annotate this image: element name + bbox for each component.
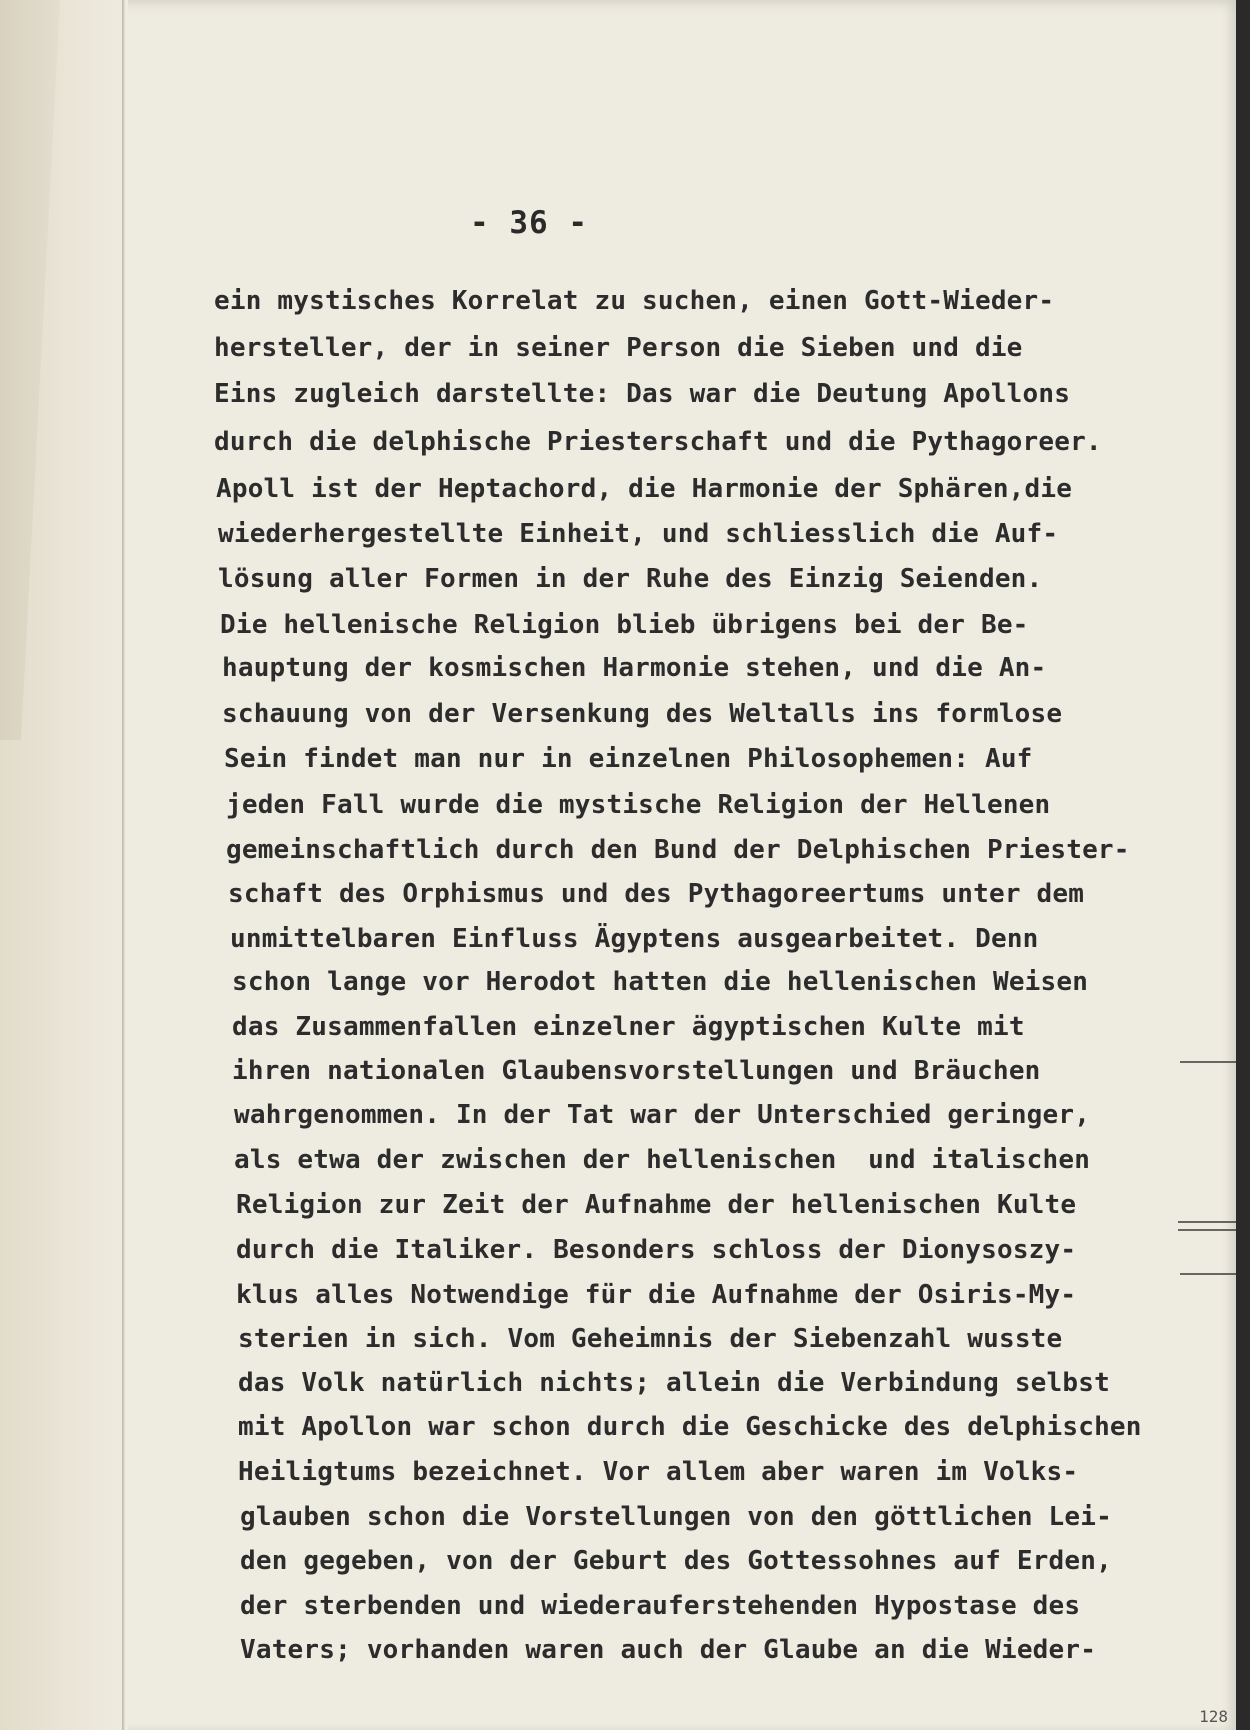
corner-note: 128 — [1199, 1707, 1228, 1726]
text-line: als etwa der zwischen der hellenischen und italischen — [234, 1145, 1091, 1175]
text-line: klus alles Notwendige für die Aufnahme der Osiris-My- — [236, 1280, 1077, 1310]
text-line: hauptung der kosmischen Harmonie stehen, und die An- — [222, 653, 1047, 683]
text-line: gemeinschaftlich durch den Bund der Delphischen Priester- — [226, 835, 1130, 865]
text-line: schaft des Orphismus und des Pythagoreertums unter dem — [228, 879, 1085, 909]
text-line: durch die delphische Priesterschaft und die Pythagoreer. — [214, 427, 1102, 457]
text-line: glauben schon die Vorstellungen von den göttlichen Lei- — [240, 1502, 1112, 1532]
edge-mark — [1178, 1229, 1236, 1231]
text-line: Religion zur Zeit der Aufnahme der hellenischen Kulte — [236, 1190, 1077, 1220]
text-line: durch die Italiker. Besonders schloss der Dionysoszy- — [236, 1235, 1077, 1265]
text-line: Heiligtums bezeichnet. Vor allem aber waren im Volks- — [238, 1457, 1079, 1487]
text-line: wahrgenommen. In der Tat war der Unterschied geringer, — [234, 1100, 1091, 1130]
text-line: sterien in sich. Vom Geheimnis der Siebenzahl wusste — [238, 1324, 1063, 1354]
text-line: hersteller, der in seiner Person die Sieben und die — [214, 333, 1023, 363]
text-line: wiederhergestellte Einheit, und schliesslich die Auf- — [218, 519, 1059, 549]
text-line: das Volk natürlich nichts; allein die Verbindung selbst — [238, 1368, 1110, 1398]
text-line: Apoll ist der Heptachord, die Harmonie der Sphären,die — [216, 474, 1073, 504]
text-line: der sterbenden und wiederauferstehenden Hypostase des — [240, 1591, 1081, 1621]
text-line: unmittelbaren Einfluss Ägyptens ausgearbeitet. Denn — [230, 924, 1039, 954]
text-line: ein mystisches Korrelat zu suchen, einen Gott-Wieder- — [214, 286, 1055, 316]
edge-mark — [1178, 1221, 1236, 1223]
edge-mark — [1180, 1273, 1236, 1275]
text-line: jeden Fall wurde die mystische Religion der Hellenen — [226, 790, 1051, 820]
text-line: Vaters; vorhanden waren auch der Glaube an die Wieder- — [240, 1635, 1097, 1665]
text-line: lösung aller Formen in der Ruhe des Einzig Seienden. — [218, 564, 1043, 594]
text-line: den gegeben, von der Geburt des Gottessohnes auf Erden, — [240, 1546, 1112, 1576]
text-line: schauung von der Versenkung des Weltalls ins formlose — [222, 699, 1063, 729]
text-line: Eins zugleich darstellte: Das war die Deutung Apollons — [214, 379, 1071, 409]
fold-line — [122, 0, 125, 1730]
text-line: schon lange vor Herodot hatten die hellenischen Weisen — [232, 967, 1089, 997]
text-line: Sein findet man nur in einzelnen Philosophemen: Auf — [224, 744, 1033, 774]
text-line: das Zusammenfallen einzelner ägyptischen Kulte mit — [232, 1012, 1025, 1042]
text-line: ihren nationalen Glaubensvorstellungen und Bräuchen — [232, 1056, 1041, 1086]
text-line: Die hellenische Religion blieb übrigens bei der Be- — [220, 610, 1029, 640]
page-number: - 36 - — [470, 205, 588, 241]
text-line: mit Apollon war schon durch die Geschicke des delphischen — [238, 1412, 1142, 1442]
edge-mark — [1180, 1061, 1236, 1063]
